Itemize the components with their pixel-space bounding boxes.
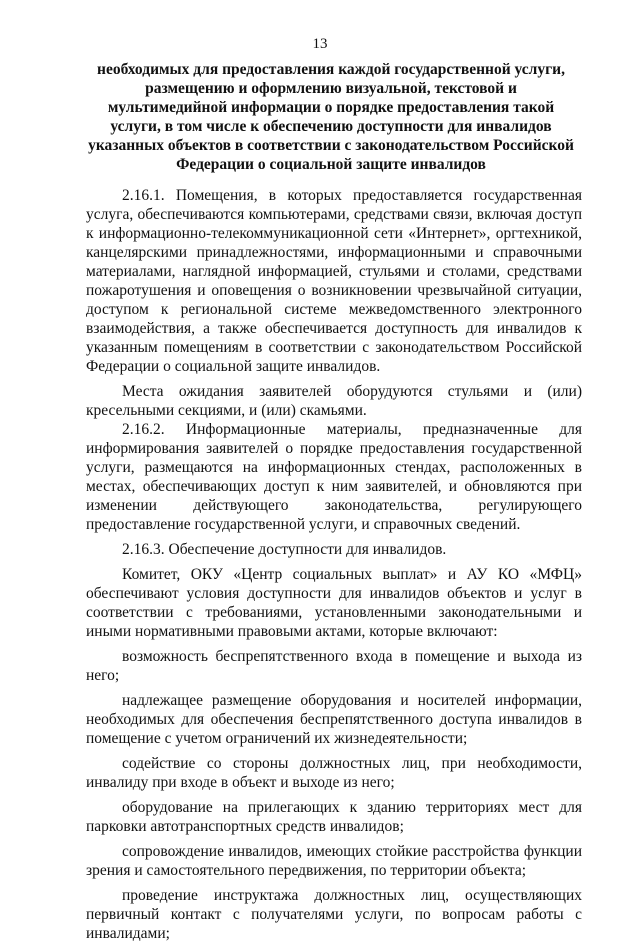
list-item: надлежащее размещение оборудования и носителей информации, необходимых для обеспечения беспрепятственного доступа инвалидов в помещение с учетом ограничений их жизнедеятельности; — [86, 692, 582, 747]
paragraph-2-16-2: 2.16.2. Информационные материалы, предназначенные для информирования заявителей о порядке предоставления государственной услуги, размещаются на информационных стендах, расположенных в местах, обеспечивающих доступ к ним заявителей, и обновляются при изменении действующего законодательства, регулирующего предоставление государственной услуги, и справочных сведений. — [86, 421, 582, 533]
list-item: проведение инструктажа должностных лиц, осуществляющих первичный контакт с получателями услуги, по вопросам работы с инвалидами; — [86, 887, 582, 942]
page-number: 13 — [312, 36, 328, 52]
list-item: содействие со стороны должностных лиц, при необходимости, инвалиду при входе в объект и выходе из него; — [86, 755, 582, 791]
paragraph-committee: Комитет, ОКУ «Центр социальных выплат» и АУ КО «МФЦ» обеспечивают условия доступности для инвалидов объектов и услуг в соответствии с требованиями, установленными законодательными и иными нормативными правовыми актами, которые включают: — [86, 566, 582, 640]
paragraph-2-16-3: 2.16.3. Обеспечение доступности для инвалидов. — [122, 541, 447, 558]
list-item: оборудование на прилегающих к зданию территориях мест для парковки автотранспортных средств инвалидов; — [86, 799, 582, 835]
paragraph-waiting-places: Места ожидания заявителей оборудуются стульями и (или) кресельными секциями, и (или) скамьями. — [86, 383, 582, 419]
list-item: сопровождение инвалидов, имеющих стойкие расстройства функции зрения и самостоятельного передвижения, по территории объекта; — [86, 843, 582, 879]
paragraph-2-16-1: 2.16.1. Помещения, в которых предоставляется государственная услуга, обеспечиваются компьютерами, средствами связи, включая доступ к информационно-телекоммуникационной сети «Интернет», оргтехникой, канцелярскими принадлежностями, информационными и справочными материалами, наглядной информацией, стульями и столами, средствами пожаротушения и оповещения о возникновении чрезвычайной ситуации, доступом к региональной системе межведомственного электронного взаимодействия, а также обеспечивается доступность для инвалидов к указанным помещениям в соответствии с законодательством Российской Федерации о социальной защите инвалидов. — [86, 187, 582, 375]
list-item: возможность беспрепятственного входа в помещение и выхода из него; — [86, 648, 582, 684]
section-heading: необходимых для предоставления каждой государственной услуги, размещению и оформлению визуальной, текстовой и мультимедийной информации о порядке предоставления такой услуги, в том числе к обеспечению доступности для инвалидов указанных объектов в соответствии с законодательством Российской Федерации о социальной защите инвалидов — [88, 61, 574, 173]
body-text — [86, 186, 582, 943]
